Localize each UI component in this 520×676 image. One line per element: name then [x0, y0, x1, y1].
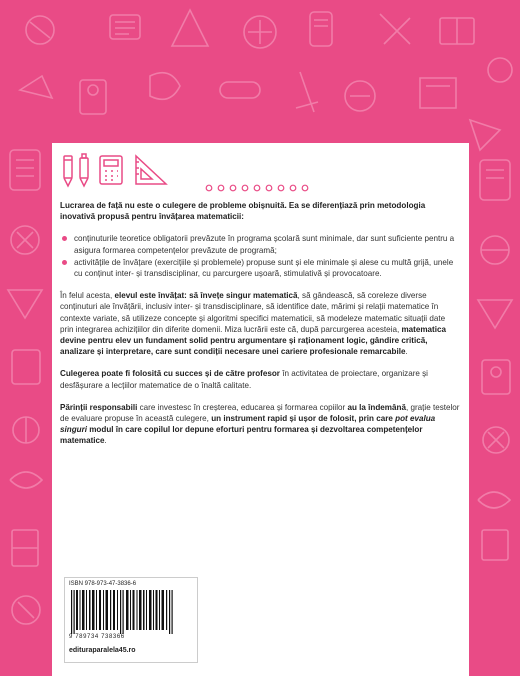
- calculator-icon: [100, 156, 122, 184]
- barcode-icon: [69, 590, 179, 634]
- side-strip: [492, 570, 520, 676]
- intro-paragraph: Lucrarea de față nu este o culegere de probleme obișnuită. Ea se diferențiază prin metodologia inovativă propusă pentru învățarea matematicii:: [60, 201, 426, 222]
- publisher-website: edituraparalela45.ro: [69, 647, 136, 654]
- isbn-block: [64, 577, 198, 663]
- pencil-icon: [64, 156, 72, 186]
- list-item: activitățile de învățare (exercițiile și problemele) propuse sunt și ele minimale și alese cu multă grijă, unele cu conținut inter- și transdisciplinar, cu parcurgere ușoară, stimulativă și provocatoare.: [74, 257, 460, 279]
- parents-paragraph: Părinții responsabili care investesc în creșterea, educarea și formarea copiilor au la îndemână, grație testelor de evaluare propuse în această culegere, un instrument rapid și ușor de folosit, prin care pot evalua singuri modul în care copilul lor depune eforturi pentru formarea și dezvoltarea competențelor matematice.: [60, 402, 460, 446]
- barcode-number: 9 789734 738366: [69, 634, 125, 640]
- list-item: conținuturile teoretice obligatorii prevăzute în programa școlară sunt minimale, dar sunt suficiente pentru a asigura formarea competențelor prevăzute de programă;: [74, 233, 460, 255]
- student-paragraph: În felul acesta, elevul este învățat: să învețe singur matematică, să gândească, să coreleze diverse conținuturi ale învățării, inclusiv inter- și transdisciplinare, să identifice date, mărimi și relații matematice în contexte variate, să utilizeze concepte și algoritmi specifici matematicii, să modeleze matematic situații date prin integrarea achizițiilor din diferite domenii. Miza lucrării este că, după parcurgerea acesteia, matematica devine pentru elev un fundament solid pentru argumentare și raționament logic, gândire critică, analizare și interpretare, care sunt condiții necesare unei cariere profesionale remarcabile.: [60, 291, 447, 357]
- teacher-paragraph: Culegerea poate fi folosită cu succes și de către profesor în activitatea de proiectare, organizare și desfășurare a lecțiilor matematice de o înaltă calitate.: [60, 369, 428, 390]
- isbn-label: ISBN 978-973-47-3836-6: [69, 581, 137, 587]
- back-cover-text: [60, 200, 460, 458]
- crayon-icon: [80, 154, 88, 186]
- features-list: [60, 233, 460, 279]
- school-icons-row: [60, 152, 180, 188]
- decorative-dots: [205, 184, 317, 192]
- set-square-icon: [136, 156, 166, 184]
